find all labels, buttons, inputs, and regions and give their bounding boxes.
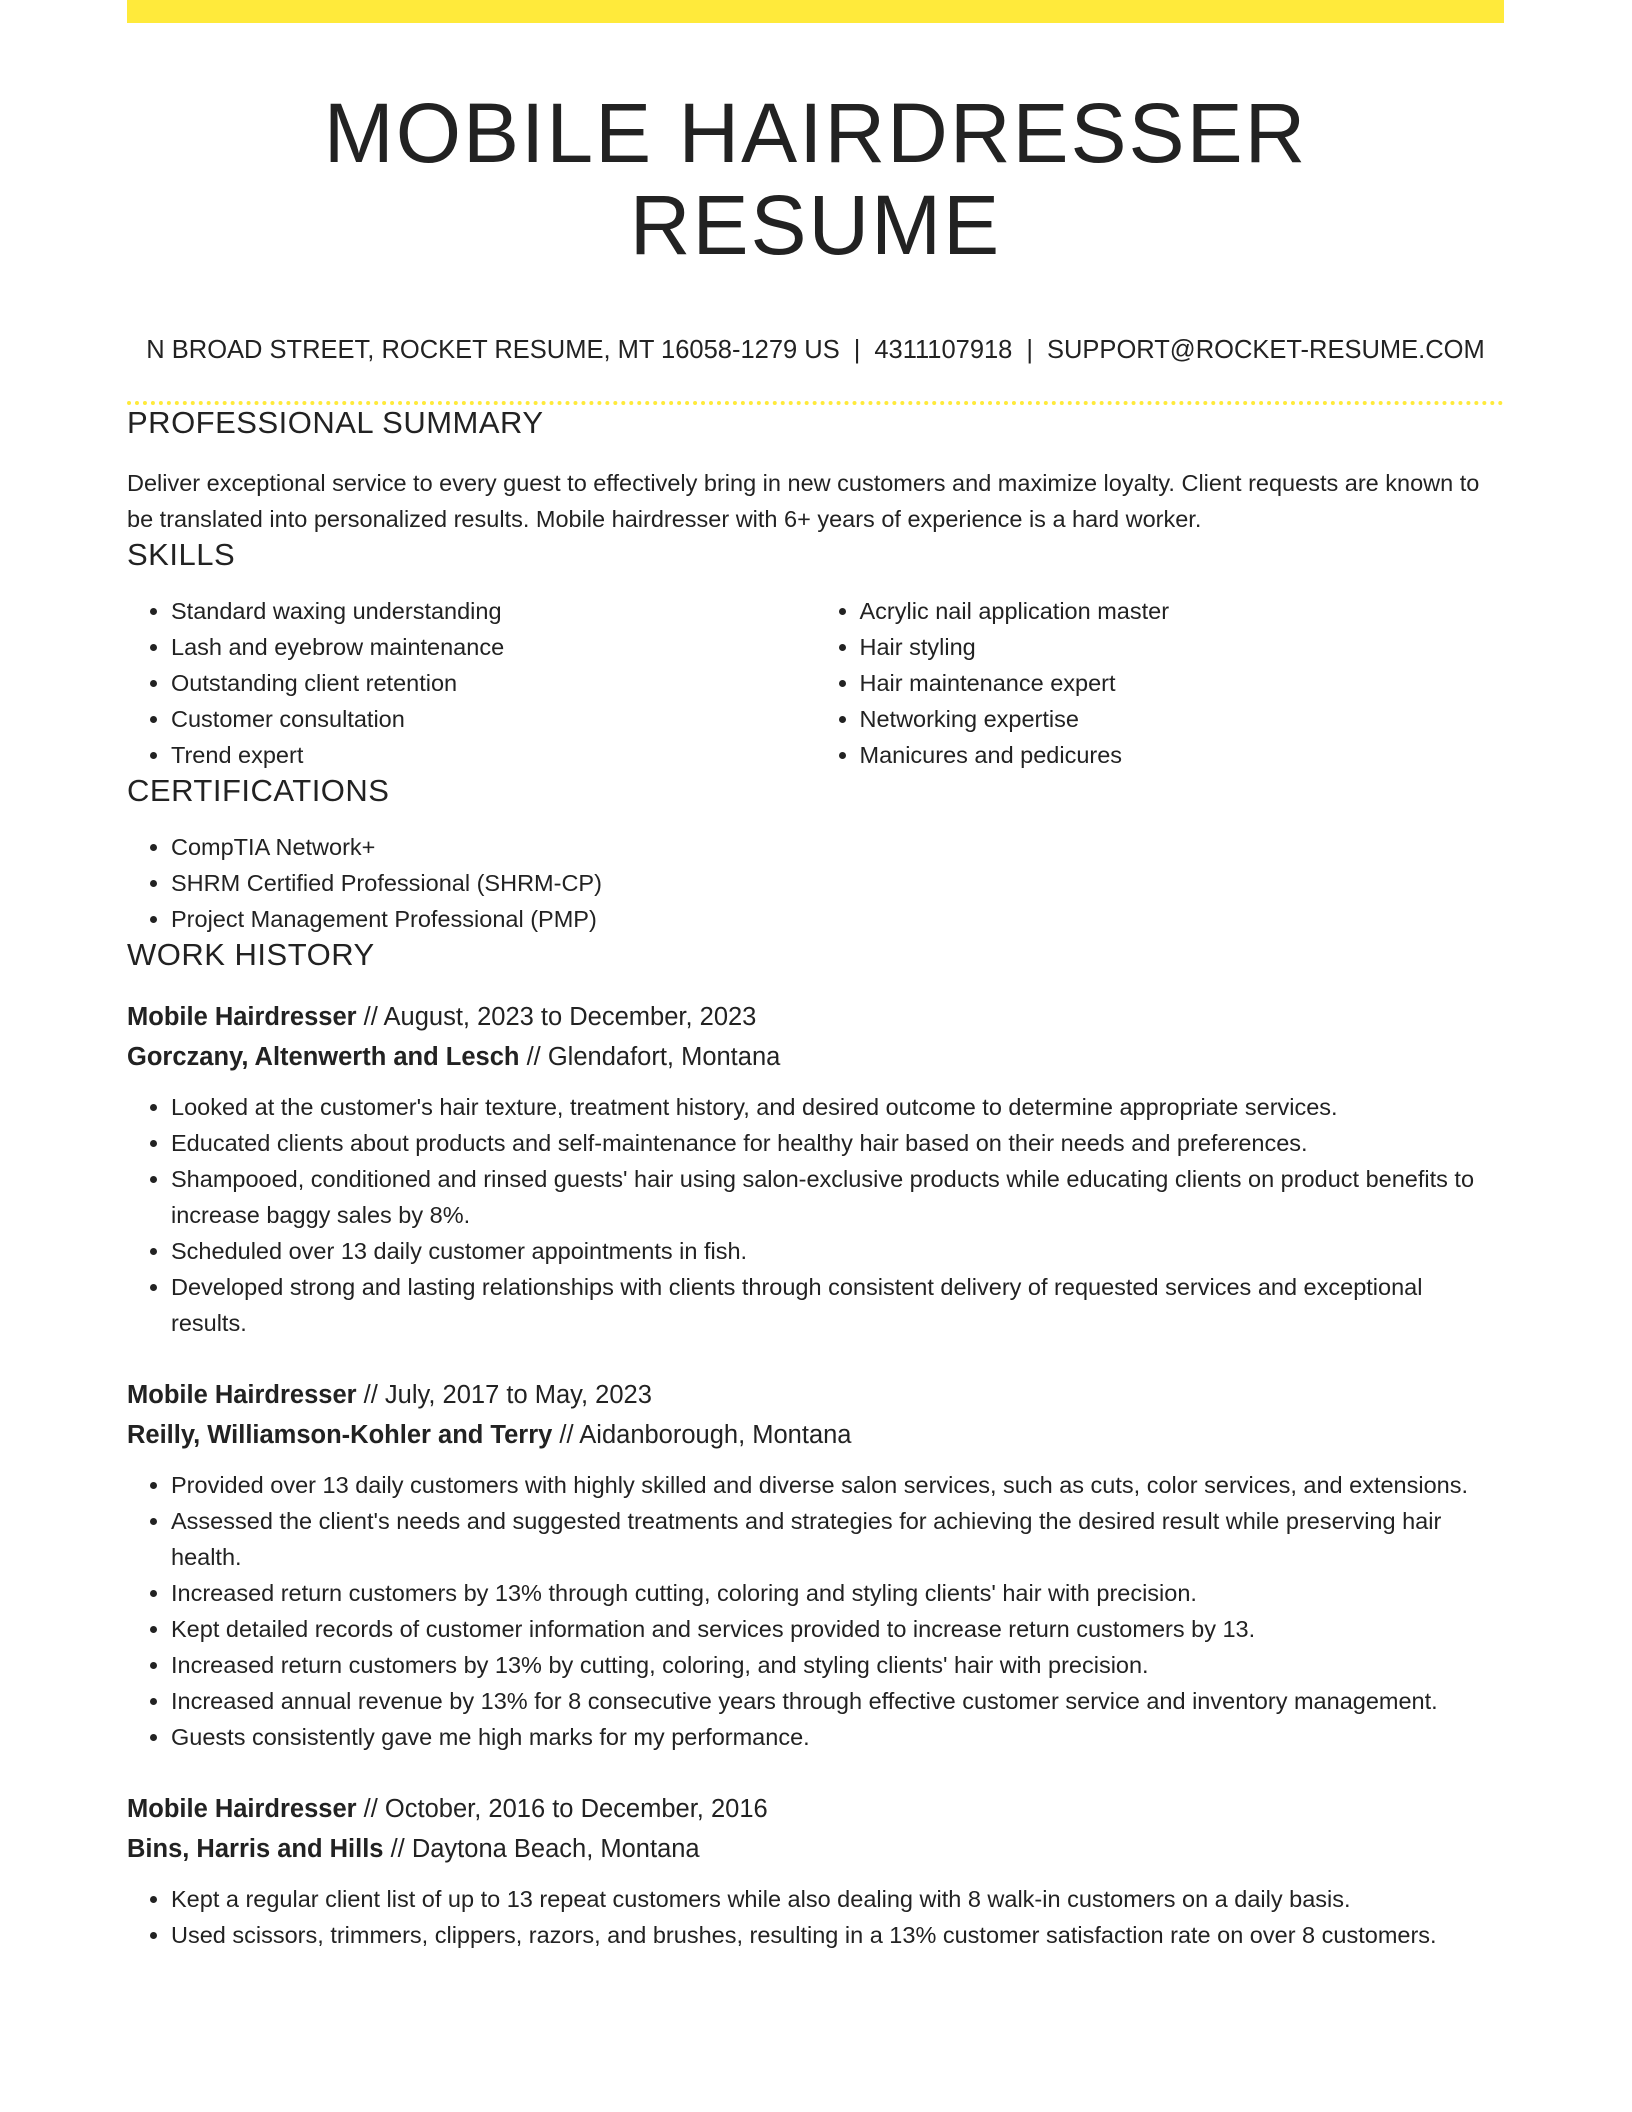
top-accent-bar [127,0,1504,23]
job-duty: • Scheduled over 13 daily customer appointments in fish. [171,1233,1504,1269]
job-location: // Aidanborough, Montana [552,1420,852,1449]
job-company-line [127,1415,1504,1455]
job-location: // Glendafort, Montana [519,1042,781,1071]
resume-title: MOBILE HAIRDRESSER RESUME [323,86,1308,273]
contact-address: N BROAD STREET, ROCKET RESUME, MT 16058-1279 US [146,335,840,364]
job-entry [127,997,1504,1341]
contact-email: SUPPORT@ROCKET-RESUME.COM [1047,335,1485,364]
job-title: Mobile Hairdresser [127,1002,357,1031]
job-title-line [127,1789,1504,1829]
job-entry [127,1375,1504,1755]
skill-item: • Hair styling [860,629,1505,665]
job-duty: • Kept a regular client list of up to 13 repeat customers while also dealing with 8 walk-in customers on a daily basis. [171,1881,1504,1917]
summary-text: Deliver exceptional service to every guest to effectively bring in new customers and maximize loyalty. Client requests are known to be translated into personalized results. Mobile hairdresser with 6+ years of experience is a hard worker. [127,469,1480,532]
certification-item: • CompTIA Network+ [171,829,1504,865]
contact-separator: | [1026,335,1033,364]
job-duty: • Increased return customers by 13% through cutting, coloring and styling clients' hair with precision. [171,1575,1504,1611]
job-duty: • Educated clients about products and self-maintenance for healthy hair based on their needs and preferences. [171,1125,1504,1161]
skill-item: • Trend expert [171,737,816,773]
job-duties-list [127,1089,1504,1341]
job-duty: • Kept detailed records of customer information and services provided to increase return customers by 13. [171,1611,1504,1647]
skill-item: • Standard waxing understanding [171,593,816,629]
job-title-line [127,997,1504,1037]
job-duty: • Increased return customers by 13% by cutting, coloring, and styling clients' hair with precision. [171,1647,1504,1683]
resume-page [127,0,1504,1953]
job-company: Reilly, Williamson-Kohler and Terry [127,1420,553,1449]
job-company: Bins, Harris and Hills [127,1834,384,1863]
contact-phone: 4311107918 [874,335,1013,364]
contact-line [127,336,1504,365]
job-duty: • Used scissors, trimmers, clippers, razors, and brushes, resulting in a 13% customer satisfaction rate on over 8 customers. [171,1917,1504,1953]
job-title: Mobile Hairdresser [127,1380,357,1409]
skills-list-right [816,593,1505,773]
work-history-heading: WORK HISTORY [127,936,375,972]
job-company: Gorczany, Altenwerth and Lesch [127,1042,520,1071]
job-entry [127,1789,1504,1953]
skills-columns [127,593,1504,773]
job-duty: • Provided over 13 daily customers with highly skilled and diverse salon services, such as cuts, color services, and extensions. [171,1467,1504,1503]
job-duty: • Shampooed, conditioned and rinsed guests' hair using salon-exclusive products while educating clients on product benefits to increase baggy sales by 8%. [171,1161,1504,1233]
skill-item: • Outstanding client retention [171,665,816,701]
job-company-line [127,1037,1504,1077]
job-title: Mobile Hairdresser [127,1794,357,1823]
job-dates: // August, 2023 to December, 2023 [356,1002,757,1031]
skill-item: • Acrylic nail application master [860,593,1505,629]
job-location: // Daytona Beach, Montana [383,1834,700,1863]
certifications-heading: CERTIFICATIONS [127,772,390,808]
job-title-line [127,1375,1504,1415]
certifications-list [127,829,1504,937]
job-duties-list [127,1881,1504,1953]
certification-item: • Project Management Professional (PMP) [171,901,1504,937]
skill-item: • Hair maintenance expert [860,665,1505,701]
skill-item: • Customer consultation [171,701,816,737]
job-duty: • Developed strong and lasting relationships with clients through consistent delivery of requested services and exceptional results. [171,1269,1504,1341]
skill-item: • Networking expertise [860,701,1505,737]
skill-item: • Lash and eyebrow maintenance [171,629,816,665]
skill-item: • Manicures and pedicures [860,737,1505,773]
job-duty: • Increased annual revenue by 13% for 8 consecutive years through effective customer service and inventory management. [171,1683,1504,1719]
job-dates: // October, 2016 to December, 2016 [356,1794,768,1823]
contact-separator: | [853,335,861,364]
job-duties-list [127,1467,1504,1755]
job-duty: • Assessed the client's needs and suggested treatments and strategies for achieving the desired result while preserving hair health. [171,1503,1504,1575]
summary-heading: PROFESSIONAL SUMMARY [127,404,544,440]
skills-heading: SKILLS [127,536,236,572]
certification-item: • SHRM Certified Professional (SHRM-CP) [171,865,1504,901]
skills-list-left [127,593,816,773]
job-dates: // July, 2017 to May, 2023 [356,1380,652,1409]
job-duty: • Guests consistently gave me high marks for my performance. [171,1719,1504,1755]
job-company-line [127,1829,1504,1869]
job-duty: • Looked at the customer's hair texture, treatment history, and desired outcome to determine appropriate services. [171,1089,1504,1125]
